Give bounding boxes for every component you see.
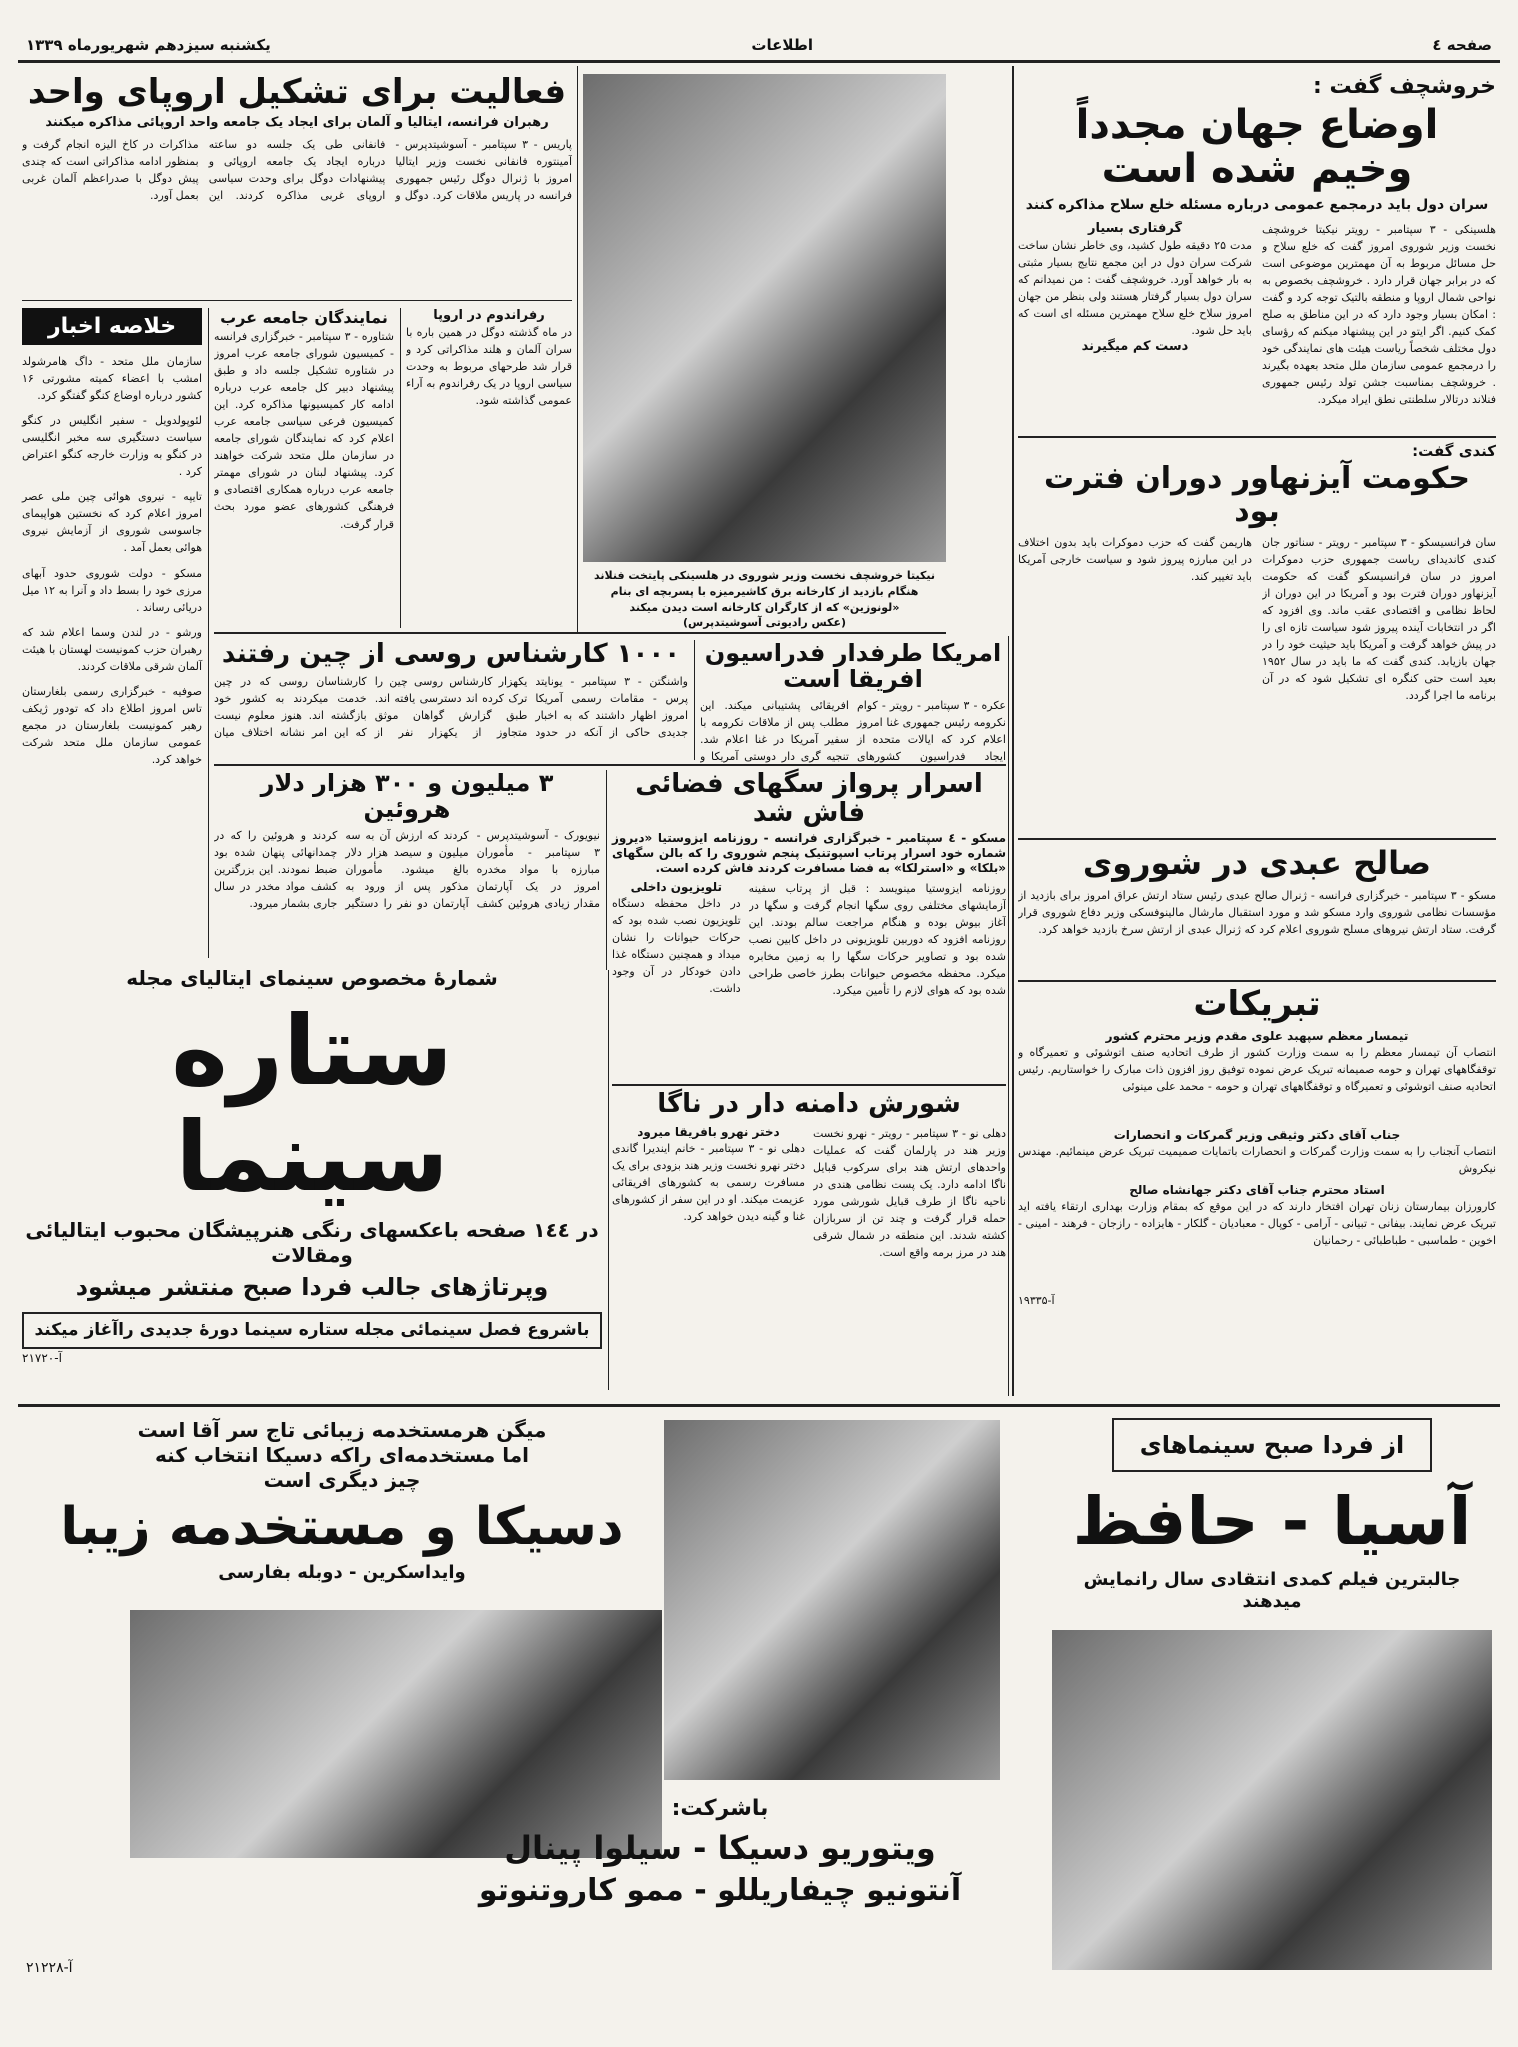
article-body: سان فرانسیسکو - ۳ سپتامبر - رویتر - سناتور جان کندی کاندیدای ریاست جمهوری حزب دموکرات امروز در سان فرانسیسکو گفت که حکومت آیزنهاور دوران فترت بود و آمریکا در این دوران از لحاظ نظامی و اقتصادی عقب ماند. وی افزود که اگر در انتخابات آینده پیروز شود سیاست تازه ای را در پیش خواهد گرفت و آمریکا باید حیثیت خود را در جهان بازیابد. کندی گفت که ما باید در سال ۱۹۵۲ بعید است حتی کنگره ای تشکیل شود که در آن برنامه ما اجرا گردد.: [1262, 536, 1496, 703]
article-subhead-2: دست کم میگیرند: [1081, 339, 1189, 355]
divider: [214, 632, 946, 634]
congrats-body-1: انتصاب آن تیمسار معظم را به سمت وزارت کشور از طرف اتحادیه صنف اتوشوئی و تعمیرگاه و توقفگاههای تهران و حومه صمیمانه تبریک عرض نموده توفیق روز افزون ذات مبارک را خواستاریم. رئیس اتحادیه صنف اتوشوئی و تعمیرگاه و توقفگاههای تهران و حومه - محمد علی مینوئی: [1018, 1046, 1496, 1094]
summary-item: صوفیه - خبرگزاری رسمی بلغارستان تاس امروز اطلاع داد که تودور ژیکف رهبر کمونیست بلغارستان در مجمع عمومی سازمان ملل متحد شرکت خواهد کرد.: [22, 684, 202, 766]
movie-still-center: [664, 1420, 1000, 1780]
article-body: دهلی نو - ۳ سپتامبر - رویتر - نهرو نخست وزیر هند در پارلمان گفت که عملیات واحدهای ارتش هند برای سرکوب قبایل ناگا ادامه دارد. یک پست نظامی هندی در ناحیه ناگا از طرف قبایل شورشی مورد حمله قرار گرفت و چند تن از سربازان کشته شدند. این منطقه در شمال شرقی هند در مرز برمه واقع است.: [813, 1126, 1006, 1259]
summary-item: ورشو - در لندن وسما اعلام شد که رهبران حزب کمونیست لهستان با هیئت آلمان شرقی ملاقات کردند.: [22, 625, 202, 673]
article-kicker: خروشچف گفت :: [1313, 74, 1496, 99]
cinema-names: آسیا - حافظ: [1072, 1483, 1472, 1560]
issue-date: یکشنبه سیزدهم شهریورماه ۱۳۳۹: [26, 36, 271, 54]
article-subheadline: سران دول باید درمجمع عمومی درباره مسئله خلع سلاح مذاکره کنند: [1025, 197, 1489, 213]
cinema-schedule: [1052, 1418, 1492, 1988]
article-body: عکره - ۳ سپتامبر - رویتر - کوام نکرومه رئیس جمهوری غنا امروز اعلام کرد که ایالات متحده از ایجاد فدراسیون کشورهای افریقائی پشتیبانی میکند. این مطلب پس از ملاقات نکرومه با سفیر آمریکا در غنا اعلام شد. تنجیه گری دار دوستی آمریکا و: [700, 698, 1006, 763]
ad-top-rule: [18, 1404, 1500, 1407]
divider: [1018, 838, 1496, 840]
article-headline: صالح عبدی در شوروی: [1082, 844, 1432, 882]
congrats-body-3: کارورزان بیمارستان زنان تهران افتخار دارند که در این موقع که بمقام وزارت بهداری ارتقاء یافته اید تبریک عرض نمایند. بیفانی - تبیانی - آرامی - کوپال - معبادیان - گلکار - هایزاده - رازجان - فرهند - امینی - اخوین - طماسبی - طباطبائی - رحمانیان: [1018, 1200, 1496, 1248]
column-divider: [208, 308, 209, 958]
article-body: روزنامه ایزوستیا مینویسد : قبل از پرتاب سفینه آزمایشهای مختلفی روی سگها انجام گرفت و سگها در آغاز بیوش بوده و هنگام مراجعت سالم بودند. این روزنامه افزود که دوربین تلویزیونی در داخل کابین نصب شده بود و تصاویر حرکات سگها را به زمین مخابره میکرد. محفظه مخصوص حیوانات بطرز خاصی طراحی شده بود که هوای لازم را تأمین میکرد.: [748, 882, 1006, 998]
article-subhead: دختر نهرو بافریقا میرود: [637, 1124, 780, 1139]
movie-description: جالبترین فیلم کمدی انتقادی سال رانمایش میدهند: [1083, 1568, 1461, 1613]
page-number: صفحه ٤: [1432, 36, 1492, 54]
article-body: هلسینکی - ۳ سپتامبر - رویتر نیکیتا خروشچف نخست وزیر شوروی امروز گفت که خلع سلاح و حل مسائل مربوط به آن مهمترین موضوعی است که در برابر جهان قرار دارد . خروشچف بخصوص به نواحی شمال اروپا و منطقه بالتیک توجه کرد و گفت : امکان بسیار وجود دارد که در این مناطق به صلح کمک کنیم. اگر ایتو در این پیشنهاد میکنم که رؤسای دول مختلف شخصاً ریاست هیئت های نمایندگی خود را درمجمع عمومی سازمان ملل متحد بعهده بگیرند . خروشچف بمناسبت جشن تولد رئیس جمهوری فنلاند درتالار سلطنتی نطق ایراد میکرد.: [1262, 222, 1496, 406]
movie-tagline-1: میگن هرمستخدمه زیبائی تاج سر آقا است: [137, 1418, 547, 1442]
column-divider: [608, 970, 609, 1390]
arab-article: [214, 308, 394, 628]
europe-continuation: [406, 308, 572, 628]
article-body-2: هاریمن گفت که حزب دموکرات باید بدون اختلاف در این مبارزه پیروز شود و سیاست خارجی آمریکا باید تغییر کند.: [1018, 536, 1252, 584]
divider: [1018, 436, 1496, 438]
ad-title: ستاره سینما: [171, 995, 453, 1213]
section-headline: تبریکات: [1193, 984, 1321, 1024]
cinema-from: از فردا صبح سینماهای: [1112, 1418, 1432, 1472]
divider: [1018, 980, 1496, 982]
column-divider: [1012, 66, 1014, 1396]
article-subhead: رفراندوم در اروپا: [433, 308, 545, 323]
movie-title-block: [22, 1418, 662, 1608]
article-headline: اسرار پرواز سگهای فضائی فاش شد: [635, 769, 983, 828]
header-rule: [18, 60, 1500, 63]
article-headline: ۱۰۰۰ کارشناس روسی از چین رفتند: [221, 639, 681, 669]
ad-line-2: وپرتاژهای جالب فردا صبح منتشر میشود: [75, 1273, 549, 1302]
ad-code: آ-۲۱۲۲۸: [26, 1960, 73, 1976]
summary-item: لئوپولدویل - سفیر انگلیس در کنگو سیاست دستگیری سه مخبر انگلیسی در کنگو به وزارت خارجه کنگو اعتراض کرد .: [22, 414, 202, 479]
article-subhead: گرفتاری بسیار: [1087, 220, 1183, 236]
ad-code: آ-۱۹۳۳۵: [1018, 1294, 1055, 1308]
article-headline: نمایندگان جامعه عرب: [220, 308, 388, 327]
summary-item: تایپه - نیروی هوائی چین ملی عصر امروز اعلام کرد که نخستین هواپیمای جاسوسی شوروی از آزمایش نیروی هوائی بعمل آمد .: [22, 490, 202, 555]
cinema-magazine-ad: [22, 966, 602, 1366]
europe-article: [22, 74, 572, 294]
column-divider: [577, 66, 578, 632]
article-body: مسکو - ۳ سپتامبر - خبرگزاری فرانسه - ژنرال صالح عبدی رئیس ستاد ارتش عراق امروز برای بازدید از مؤسسات نظامی شوروی وارد مسکو شد و مورد استقبال مارشال مالینوفسکی وزیر دفاع شوروی قرار گرفت. ستاد ارتش نیروهای مسلح شوروی اعلام کرد که ژنرال عبدی از ارتش سرخ بازدید خواهد کرد.: [1018, 889, 1496, 937]
summary-item: سازمان ملل متحد - داگ هامرشولد امشب با اعضاء کمیته مشورتی ۱۶ کشور درباره اوضاع کنگو گفتگو کرد.: [22, 355, 202, 403]
article-body: نیویورک - آسوشیتدپرس - ۳ سپتامبر - مأموران مبارزه با مواد مخدره امروز در یک آپارتمان مقدار زیادی هروئین کشف کردند که ارزش آن به سه میلیون و سیصد هزار دلار بالغ میشود. مأموران مذکور پس از ورود به آپارتمان دو نفر را دستگیر کردند و هروئین را که در چمدانهائی پنهان شده بود ضبط نمودند. این بزرگترین کشف مواد مخدر در سال جاری بشمار میرود.: [214, 828, 600, 910]
newspaper-name: اطلاعات: [751, 36, 813, 54]
article-headline: امریکا طرفدار فدراسیون افریقا است: [704, 639, 1002, 694]
article-headline: فعالیت برای تشکیل اروپای واحد: [27, 72, 567, 112]
article-body: واشنگتن - ۳ سپتامبر - یونایتد پرس - مقامات رسمی آمریکا امروز اظهار داشتند که به اخبار جدیدی حاکی از آنکه در حدود یکهزار کارشناس روسی چین را ترک کرده اند دسترسی یافته اند. طبق گزارش گواهان موثق متجاوز از یکهزار نفر از کارشناسان روسی که در چین خدمت میکردند به کشور خود بازگشته اند. هنوز معلوم نیست که این امر نشانه اختلاف میان: [214, 674, 688, 739]
saleh-article: [1018, 846, 1496, 976]
congrats-section: [1018, 986, 1496, 1392]
movie-format: وایداسکرین - دوبله بفارسی: [218, 1562, 466, 1584]
congrats-title-3: استاد محترم جناب آقای دکتر جهانشاه صالح: [1129, 1183, 1385, 1198]
article-body: شتاوره - ۳ سپتامبر - خبرگزاری فرانسه - کمیسیون شورای جامعه عرب امروز در شتاوره تشکیل جلسه داد و طبق پیشنهاد دبیر کل جامعه عرب درباره ادامه کار کمیسیونها مذاکره کرد. این کمیسیون فرعی سیاسی جامعه عرب اعلام کرد که نمایندگان شورای جامعه در سازمان ملل متحد شرکت خواهند کرد. پیشنهاد لبنان در شورای مهمتر جامعه عرب درباره همکاری اقتصادی و فرهنگی کشورهای عضو مورد بحث قرار گرفت.: [214, 330, 394, 531]
article-body-2: در ماه گذشته دوگل در همین باره با سران آلمان و هلند مذاکراتی کرد و قرار شد طرحهای مربوط به وحدت سیاسی اروپا در یک رفراندوم به آراء عمومی گذاشته شود.: [406, 326, 572, 408]
article-subhead: تلویزیون داخلی: [630, 880, 722, 895]
article-subheadline: مسکو - ٤ سپتامبر - خبرگزاری فرانسه - روزنامه ایزوستیا «دیروز شماره خود اسرار پرتاب اسپوتنیک پنجم شوروی را که بالن سگهای «بلکا» و «استرلکا» به فضا مسافرت کردند فاش کرده است.: [612, 831, 1007, 876]
column-divider: [400, 308, 401, 628]
photo-credit: (عکس رادیوتی آسوشیتدپرس): [683, 615, 846, 629]
article-headline: ۳ میلیون و ۳۰۰ هزار دلار هروئین: [260, 769, 554, 824]
article-headline: اوضاع جهان مجدداً وخیم شده است: [1075, 102, 1439, 192]
congrats-body-2: انتصاب آنجناب را به سمت وزارت گمرکات و انحصارات باتمایات صمیمیت تبریک عرض مینمائیم. مهندس نیکروش: [1018, 1145, 1496, 1176]
congrats-title-1: تیمسار معظم سپهبد علوی مقدم وزیر محترم کشور: [1105, 1029, 1409, 1044]
article-headline: شورش دامنه دار در ناگا: [657, 1089, 961, 1119]
column-divider: [606, 770, 607, 970]
ad-code: آ-۲۱۷۲۰: [22, 1351, 62, 1366]
photo-caption: [583, 568, 946, 630]
ad-kicker: شمارهٔ مخصوص سینمای ایتالیای مجله: [126, 966, 498, 990]
divider: [22, 300, 572, 301]
khrushchev-article: [1018, 74, 1496, 430]
article-kicker: کندی گفت:: [1412, 442, 1496, 460]
congrats-title-2: جناب آقای دکتر وثیقی وزیر گمرکات و انحصارات: [1113, 1128, 1401, 1143]
eisenhower-article: [1018, 442, 1496, 836]
movie-title: دسیکا و مستخدمه زیبا: [60, 1497, 624, 1557]
space-article: [612, 770, 1006, 1080]
movie-tagline-3: چیز دیگری است: [263, 1468, 421, 1492]
article-headline: حکومت آیزنهاور دوران فترت بود: [1044, 461, 1470, 529]
soviet-experts-article: [214, 640, 688, 760]
cast-line-1: ویتوریو دسیکا - سیلوا پینال: [504, 1828, 936, 1867]
movie-cast: [440, 1795, 1000, 1955]
article-body: پاریس - ۳ سپتامبر - آسوشیتدپرس - آمینتوره فانفانی نخست وزیر ایتالیا امروز با ژنرال دوگل رئیس جمهوری فرانسه در پاریس ملاقات کرد. دوگل و فانفانی طی یک جلسه دو ساعته درباره ایجاد یک جامعه اروپائی و پیشنهادات دوگل برای وحدت سیاسی اروپای غربی مذاکره کردند. این مذاکرات در کاخ الیزه انجام گرفت و بمنظور ادامه مذاکراتی است که چندی پیش دوگل با صدراعظم آلمان غربی بعمل آورد.: [22, 137, 572, 202]
ad-boxed-text: باشروع فصل سینمائی مجله ستاره سینما دورهٔ جدیدی راآغاز میکند: [22, 1312, 602, 1349]
summary-label: خلاصه اخبار: [22, 308, 202, 345]
caption-text: نیکیتا خروشچف نخست وزیر شوروی در هلسینکی پایتخت فنلاند هنگام بازدید از کارخانه برق کاشیرمیزه با پسربچه ای بنام «لونوزین» که از کارگران کارخانه است دیدن میکند: [594, 569, 935, 614]
news-summary: [22, 308, 202, 958]
article-body-2: دهلی نو - ۳ سپتامبر - خانم ایندیرا گاندی دختر نهرو نخست وزیر هند بزودی برای یک مسافرت رسمی به کشورهای افریقائی عزیمت میکند. او در این سفر از کشورهای غنا و گینه دیدن خواهد کرد.: [612, 1141, 805, 1223]
khrushchev-photo: [583, 74, 946, 562]
heroin-article: [214, 770, 600, 960]
article-body-2: در داخل محفظه دستگاه تلویزیون نصب شده بود که حرکات حیوانات را نشان میداد و همچنین دستگاه غذا دادن خودکار در آن وجود داشت.: [612, 897, 741, 996]
naga-article: [612, 1090, 1006, 1390]
article-subheadline: رهبران فرانسه، ایتالیا و آلمان برای ایجاد یک جامعه واحد اروپائی مذاکره میکنند: [45, 115, 549, 131]
article-body-2: مدت ۲۵ دقیقه طول کشید، وی خاطر نشان ساخت شرکت سران دول در این مجمع نتایج بسیار مثبتی به بار خواهد آورد. خروشچف گفت : من نمیدانم که سران دول بسیار گرفتار هستند ولی بنظر من جهان امروز سلاح خلع سلاح مهمترین مسئله ای است که باید حل شود.: [1018, 238, 1252, 337]
ad-line-1: در ١٤٤ صفحه باعکسهای رنگی هنرپیشگان محبوب ایتالیائی ومقالات: [25, 1218, 599, 1268]
africa-article: [700, 639, 1006, 763]
movie-tagline-2: اما مستخدمه‌ای راکه دسیکا انتخاب کنه: [155, 1443, 529, 1467]
movie-still-right: [1052, 1630, 1492, 1970]
divider: [612, 1084, 1006, 1086]
column-divider: [694, 640, 695, 760]
divider: [214, 764, 1006, 766]
cast-line-2: آنتونیو چیفاریللو - ممو کاروتنوتو: [478, 1872, 962, 1908]
cast-label: باشرکت:: [671, 1796, 769, 1821]
column-divider: [1008, 636, 1009, 1396]
summary-item: مسکو - دولت شوروی حدود آبهای مرزی خود را بسط داد و آنرا به ۱۲ میل دریائی رساند .: [22, 566, 202, 614]
